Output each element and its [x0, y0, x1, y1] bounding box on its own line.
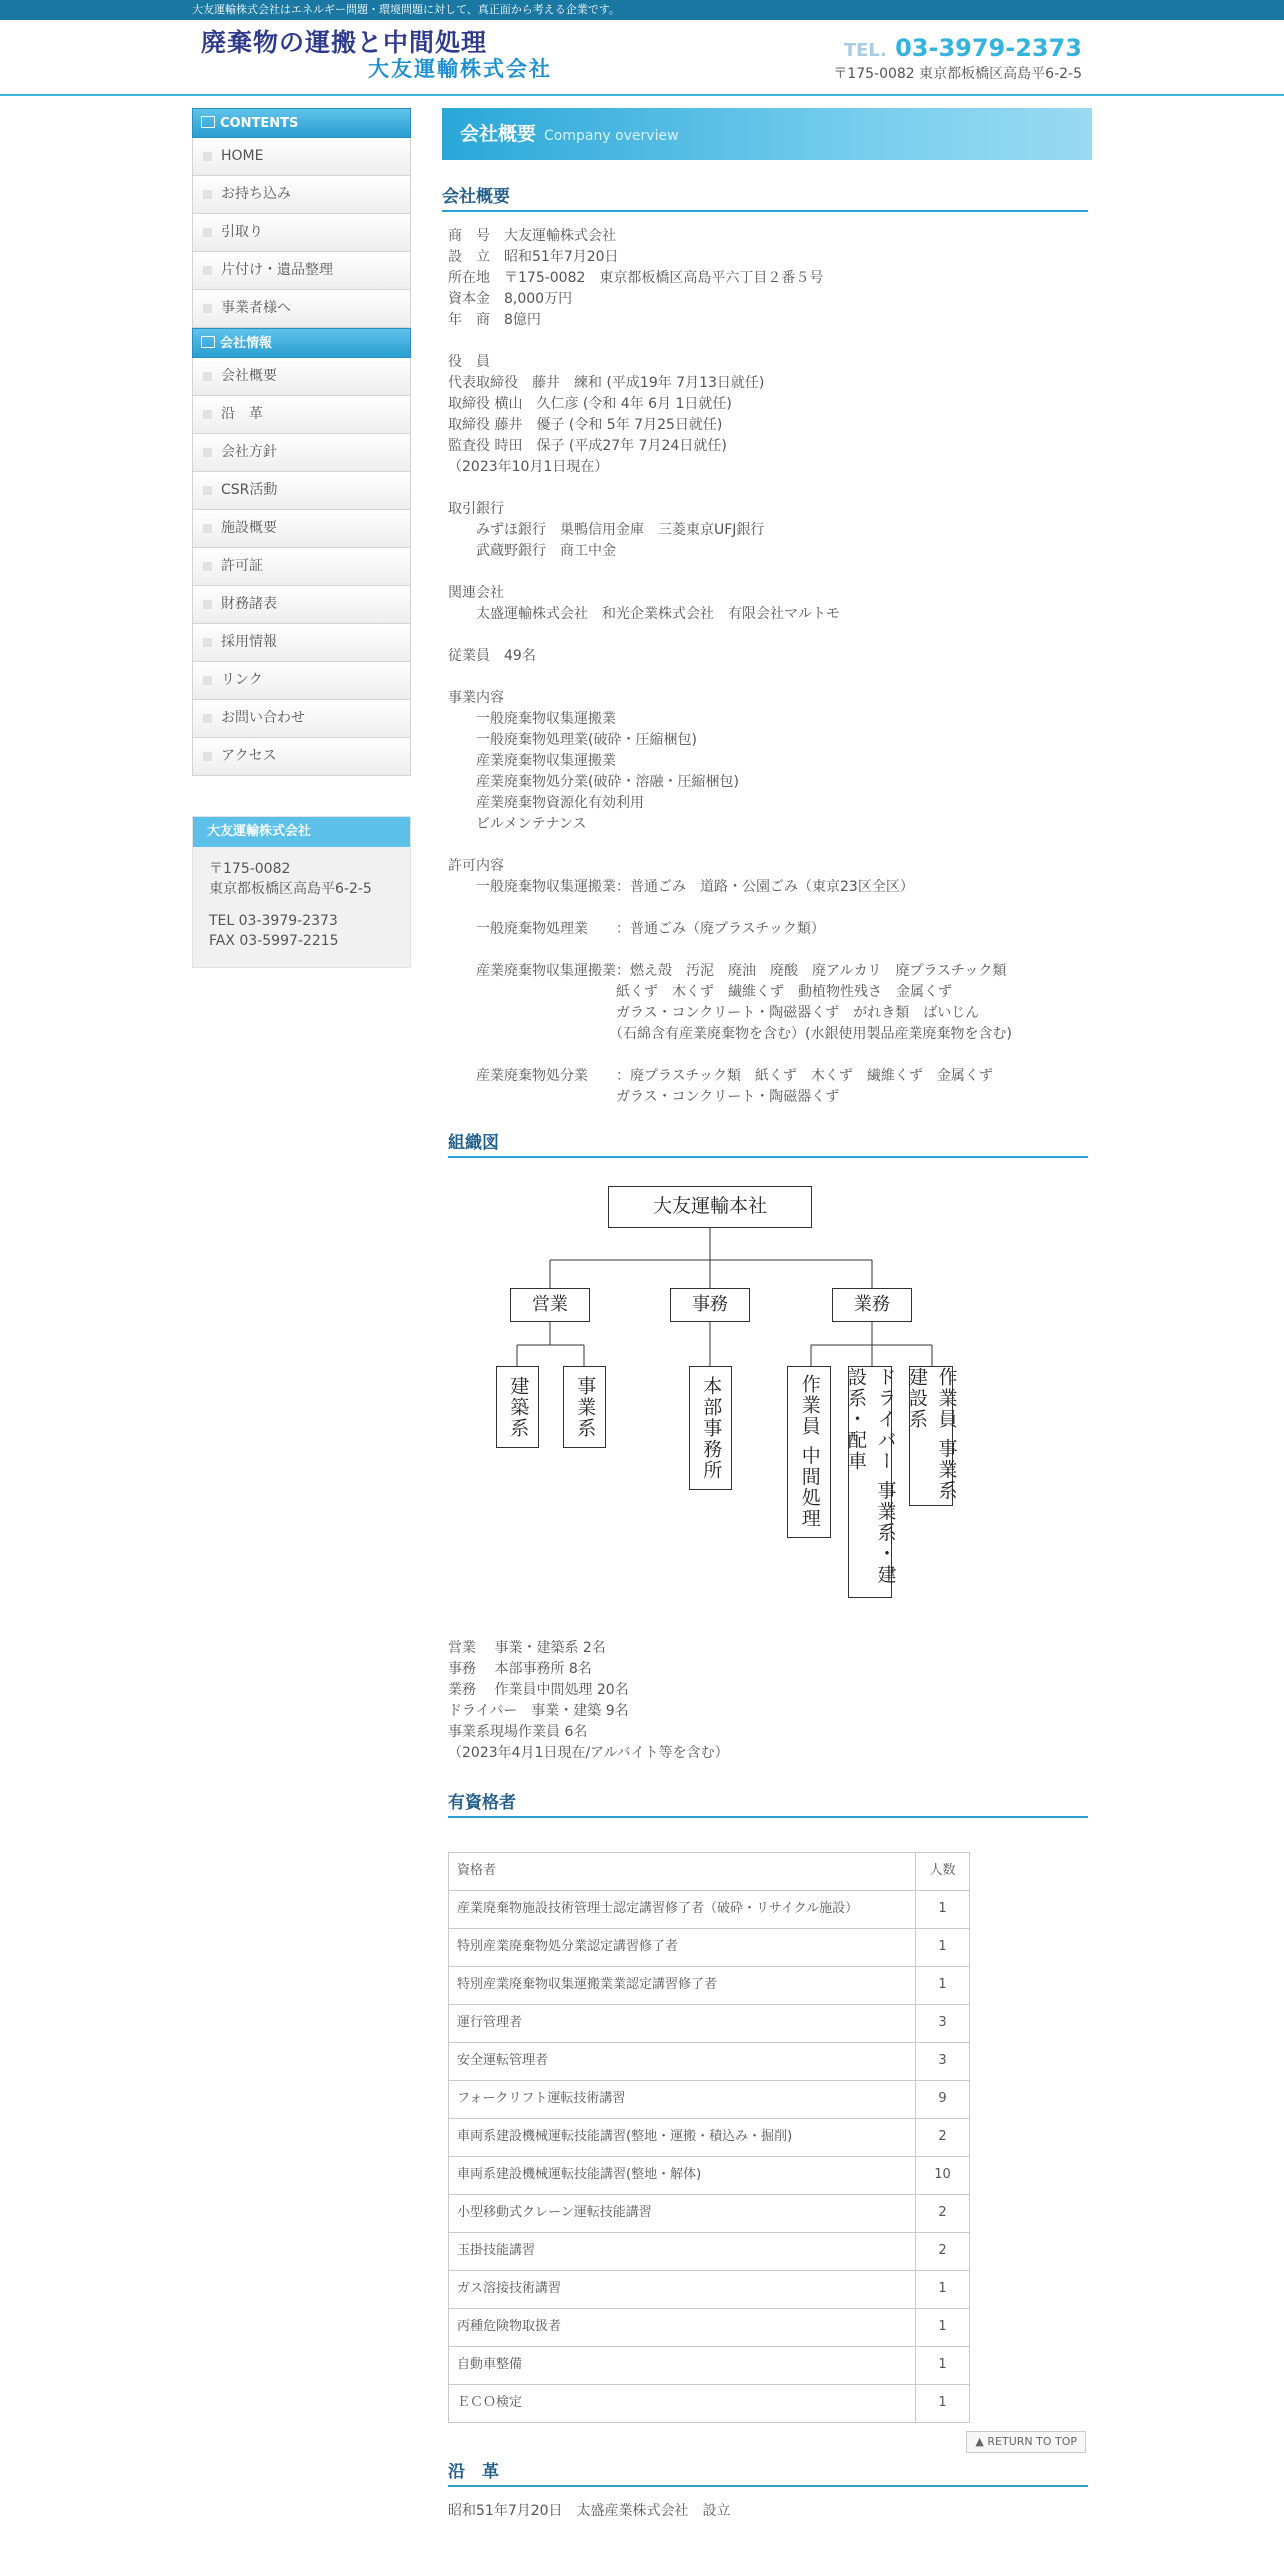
org-head-office: 本部事務所 [689, 1366, 732, 1490]
qualification-name: ＥＣＯ検定 [449, 2385, 916, 2423]
qualification-table [448, 1852, 970, 2423]
overview-line: （石綿含有産業廃棄物を含む）(水銀使用製品産業廃棄物を含む) [448, 1026, 1012, 1042]
org-driver: ドライバー 事業系・建設系・配車 [848, 1366, 892, 1598]
overview-line: 役 員 [448, 354, 490, 370]
arrow-up-icon: ▲ [975, 2435, 984, 2448]
overview-line: 取締役 横山 久仁彦 (令和 4年 6月 1日就任) [448, 396, 732, 412]
staff-line: ドライバー 事業・建築 9名 [448, 1703, 629, 1719]
overview-line: 一般廃棄物収集運搬業 [448, 711, 616, 727]
overview-line: 設 立 昭和51年7月20日 [448, 249, 619, 265]
overview-line: 監査役 時田 保子 (平成27年 7月24日就任) [448, 438, 727, 454]
overview-line: （2023年10月1日現在） [448, 459, 609, 475]
staff-line: 営業 事業・建築系 2名 [448, 1640, 606, 1656]
company-fax: FAX 03-5997-2215 [209, 933, 339, 949]
qualification-name: ガス溶接技術講習 [449, 2271, 916, 2309]
table-row [449, 1891, 970, 1929]
overview-line: 一般廃棄物処理業(破砕・圧縮梱包) [448, 732, 697, 748]
table-header-row [449, 1853, 970, 1891]
qualification-name: フォークリフト運転技術講習 [449, 2081, 916, 2119]
qualification-name: 運行管理者 [449, 2005, 916, 2043]
qualification-name: 安全運転管理者 [449, 2043, 916, 2081]
overview-line [448, 667, 1092, 688]
qualification-count: 1 [916, 2347, 970, 2385]
sidebar-item-financial[interactable]: 財務諸表 [192, 586, 411, 624]
org-operations: 業務 [832, 1288, 912, 1322]
table-row [449, 2195, 970, 2233]
overview-line: 代表取締役 藤井 練和 (平成19年 7月13日就任) [448, 375, 765, 391]
overview-line [448, 898, 1092, 919]
qualification-count: 2 [916, 2195, 970, 2233]
staff-line: 事業系現場作業員 6名 [448, 1724, 588, 1740]
overview-line: 年 商 8億円 [448, 312, 541, 328]
qualification-count: 2 [916, 2119, 970, 2157]
overview-line: 許可内容 [448, 858, 504, 874]
staff-line: （2023年4月1日現在/アルバイト等を含む） [448, 1745, 729, 1761]
staff-line: 事務 本部事務所 8名 [448, 1661, 592, 1677]
overview-line: 産業廃棄物収集運搬業 [448, 753, 616, 769]
sidebar-item-overview[interactable]: 会社概要 [192, 358, 411, 396]
org-heading: 組織図 [448, 1132, 1088, 1158]
qualification-name: 特別産業廃棄物収集運搬業業認定講習修了者 [449, 1967, 916, 2005]
company-info-title: 大友運輸株式会社 [193, 817, 410, 847]
sidebar-item-pickup[interactable]: 引取り [192, 214, 411, 252]
staff-list [442, 1598, 1092, 1764]
overview-line: 取引銀行 [448, 501, 504, 517]
qualification-heading: 有資格者 [448, 1792, 1088, 1818]
overview-line: 産業廃棄物資源化有効利用 [448, 795, 644, 811]
org-office: 事務 [670, 1288, 750, 1322]
overview-line [448, 478, 1092, 499]
page-subtitle: Company overview [544, 128, 679, 144]
qualification-count: 1 [916, 1967, 970, 2005]
overview-line: 産業廃棄物収集運搬業：燃え殻 汚泥 廃油 廃酸 廃アルカリ 廃プラスチック類 [448, 963, 1007, 979]
overview-line [448, 835, 1092, 856]
table-row [449, 2119, 970, 2157]
overview-line: 武蔵野銀行 商工中金 [448, 543, 616, 559]
qualification-name: 玉掛技能講習 [449, 2233, 916, 2271]
table-row [449, 2005, 970, 2043]
overview-line: 従業員 49名 [448, 648, 536, 664]
overview-line: 事業内容 [448, 690, 504, 706]
table-row [449, 2347, 970, 2385]
window-icon [201, 336, 215, 348]
qualification-count: 10 [916, 2157, 970, 2195]
qualification-count: 1 [916, 2271, 970, 2309]
org-chart [442, 1158, 1092, 1598]
overview-text [442, 212, 1092, 1108]
qualification-name: 自動車整備 [449, 2347, 916, 2385]
overview-line: 産業廃棄物処分業(破砕・溶融・圧縮梱包) [448, 774, 739, 790]
company-address: 東京都板橋区高島平6-2-5 [209, 881, 372, 897]
sidebar-item-bring-in[interactable]: お持ち込み [192, 176, 411, 214]
table-row [449, 2157, 970, 2195]
column-header-qualification: 資格者 [449, 1853, 916, 1891]
qualification-name: 車両系建設機械運転技能講習(整地・運搬・積込み・掘削) [449, 2119, 916, 2157]
sidebar-info-header: 会社情報 [192, 328, 411, 358]
site-header [0, 20, 1284, 96]
sidebar-item-business[interactable]: 事業者様へ [192, 290, 411, 328]
company-zip: 〒175-0082 [209, 861, 291, 877]
qualification-count: 2 [916, 2233, 970, 2271]
org-sales: 営業 [510, 1288, 590, 1322]
sidebar-contents-header: CONTENTS [192, 108, 411, 138]
sidebar-item-history[interactable]: 沿 革 [192, 396, 411, 434]
sidebar-item-permits[interactable]: 許可証 [192, 548, 411, 586]
overview-line: 取締役 藤井 優子 (令和 5年 7月25日就任) [448, 417, 723, 433]
overview-line: みずほ銀行 巣鴨信用金庫 三菱東京UFJ銀行 [448, 522, 765, 538]
return-to-top-button[interactable]: ▲ RETURN TO TOP [966, 2431, 1086, 2453]
overview-line: ガラス・コンクリート・陶磁器くず [448, 1089, 840, 1105]
qualification-count: 9 [916, 2081, 970, 2119]
table-row [449, 2233, 970, 2271]
page-title: 会社概要 [460, 123, 537, 145]
sidebar-item-access[interactable]: アクセス [192, 738, 411, 776]
table-row [449, 2081, 970, 2119]
qualification-count: 3 [916, 2005, 970, 2043]
overview-line: 産業廃棄物処分業 ：廃プラスチック類 紙くず 木くず 繊維くず 金属くず [448, 1068, 993, 1084]
top-tagline: 大友運輸株式会社はエネルギー問題・環境問題に対して、真正面から考える企業です。 [0, 0, 1284, 20]
header-tel [844, 33, 1082, 66]
table-row [449, 1929, 970, 1967]
overview-line: 商 号 大友運輸株式会社 [448, 228, 616, 244]
overview-line [448, 1045, 1092, 1066]
sidebar-item-csr[interactable]: CSR活動 [192, 472, 411, 510]
qualification-count: 3 [916, 2043, 970, 2081]
org-worker-processing: 作業員 中間処理 [787, 1366, 831, 1538]
sidebar-item-contact[interactable]: お問い合わせ [192, 700, 411, 738]
overview-line: 一般廃棄物処理業 ：普通ごみ（廃プラスチック類） [448, 921, 825, 937]
history-first-entry: 昭和51年7月20日 太盛産業株式会社 設立 [448, 2503, 731, 2519]
table-row [449, 1967, 970, 2005]
company-tel[interactable]: TEL 03-3979-2373 [209, 913, 338, 929]
qualification-count: 1 [916, 1929, 970, 1967]
overview-line: 資本金 8,000万円 [448, 291, 573, 307]
qualification-name: 小型移動式クレーン運転技能講習 [449, 2195, 916, 2233]
overview-line [448, 625, 1092, 646]
table-row [449, 2043, 970, 2081]
window-icon [201, 116, 215, 128]
overview-line: ガラス・コンクリート・陶磁器くず がれき類 ばいじん [448, 1005, 980, 1021]
overview-line: 紙くず 木くず 繊維くず 動植物性残さ 金属くず [448, 984, 952, 1000]
history-heading: 沿 革 [448, 2461, 1088, 2487]
column-header-count: 人数 [916, 1853, 970, 1891]
org-headquarters: 大友運輸本社 [608, 1186, 812, 1228]
qualification-count: 1 [916, 2309, 970, 2347]
overview-line: ビルメンテナンス [448, 816, 587, 832]
qualification-name: 特別産業廃棄物処分業認定講習修了者 [449, 1929, 916, 1967]
sidebar-item-links[interactable]: リンク [192, 662, 411, 700]
overview-line [448, 940, 1092, 961]
overview-line: 所在地 〒175-0082 東京都板橋区高島平六丁目２番５号 [448, 270, 824, 286]
staff-line: 業務 作業員中間処理 20名 [448, 1682, 629, 1698]
table-row [449, 2309, 970, 2347]
page-banner [442, 108, 1092, 160]
qualification-count: 1 [916, 2385, 970, 2423]
table-row [449, 2385, 970, 2423]
main-content [442, 108, 1092, 2522]
overview-line: 一般廃棄物収集運搬業：普通ごみ 道路・公園ごみ（東京23区全区） [448, 879, 914, 895]
org-construction: 建築系 [496, 1366, 539, 1448]
sidebar-item-cleanup[interactable]: 片付け・遺品整理 [192, 252, 411, 290]
sidebar-item-facility[interactable]: 施設概要 [192, 510, 411, 548]
overview-line: 関連会社 [448, 585, 504, 601]
qualification-name: 丙種危険物取扱者 [449, 2309, 916, 2347]
sidebar-item-policy[interactable]: 会社方針 [192, 434, 411, 472]
qualification-name: 産業廃棄物施設技術管理士認定講習修了者（破砕・リサイクル施設） [449, 1891, 916, 1929]
overview-line [448, 331, 1092, 352]
qualification-count: 1 [916, 1891, 970, 1929]
tel-number[interactable]: 03-3979-2373 [895, 34, 1082, 62]
logo-tagline[interactable]: 廃棄物の運搬と中間処理 [201, 28, 488, 57]
header-address: 〒175-0082 東京都板橋区高島平6-2-5 [833, 66, 1082, 82]
sidebar-item-home[interactable]: HOME [192, 138, 411, 176]
sidebar [192, 108, 411, 968]
org-business: 事業系 [563, 1366, 606, 1448]
sidebar-item-recruit[interactable]: 採用情報 [192, 624, 411, 662]
company-info-box [192, 816, 411, 968]
overview-line: 太盛運輸株式会社 和光企業株式会社 有限会社マルトモ [448, 606, 840, 622]
overview-heading: 会社概要 [442, 186, 1088, 212]
qualification-name: 車両系建設機械運転技能講習(整地・解体) [449, 2157, 916, 2195]
logo-company-name[interactable]: 大友運輸株式会社 [368, 57, 552, 81]
table-row [449, 2271, 970, 2309]
tel-label: TEL. [843, 40, 887, 61]
overview-line [448, 562, 1092, 583]
org-worker-business: 作業員 事業系 建設系 [909, 1366, 953, 1506]
